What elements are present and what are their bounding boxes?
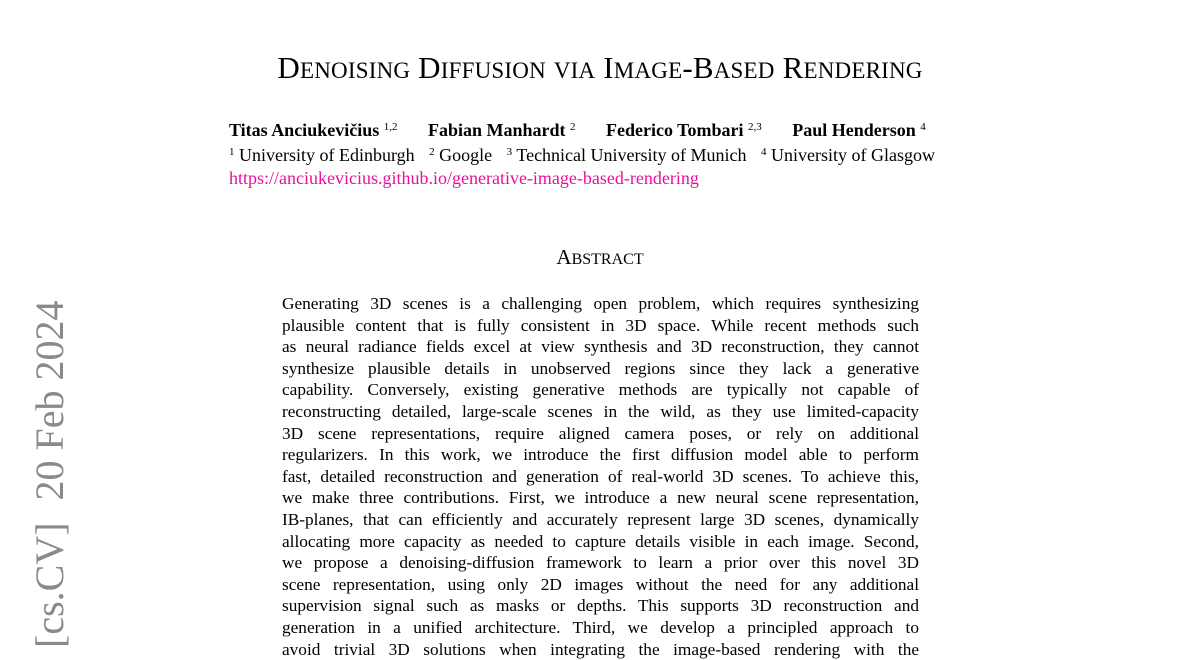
paper-title: DENOISING DIFFUSION VIA IMAGE-BASED RENDERING [0,50,1200,86]
author: Federico Tombari $^{2,3}$ [606,120,762,141]
abstract-line: regularizers. In this work, we introduce the first diffusion model able to perform [282,444,919,466]
abstract-line: reconstructing detailed, large-scale scenes in the wild, as they use limited-capacity [282,401,919,423]
abstract-line: as neural radiance fields excel at view synthesis and 3D reconstruction, they cannot [282,336,919,358]
affiliation-list [229,145,945,166]
arxiv-category: [cs.CV] [27,522,72,648]
abstract-line: IB-planes, that can efficiently and accurately represent large 3D scenes, dynamically [282,509,919,531]
arxiv-stamp [30,300,70,648]
affiliation: $^1$ University of Edinburgh [229,145,415,166]
abstract-line: allocating more capacity as needed to capture details visible in each image. Second, [282,531,919,553]
abstract-line: fast, detailed reconstruction and generation of real-world 3D scenes. To achieve this, [282,466,919,488]
abstract-heading: ABSTRACT [0,245,1200,270]
abstract-line: generation in a unified architecture. Third, we develop a principled approach to [282,617,919,639]
affiliation: $^3$ Technical University of Munich [507,145,747,166]
abstract-line: avoid trivial 3D solutions when integrating the image-based rendering with the [282,639,919,660]
abstract-line: we make three contributions. First, we introduce a new neural scene representation, [282,487,919,509]
abstract-line: supervision signal such as masks or depths. This supports 3D reconstruction and [282,595,919,617]
project-url-link[interactable]: https://anciukevicius.github.io/generative-image-based-rendering [229,168,699,189]
arxiv-date: 20 Feb 2024 [27,300,72,500]
abstract-line: plausible content that is fully consistent in 3D space. While recent methods such [282,315,919,337]
affiliation: $^2$ Google [429,145,492,166]
abstract-line: 3D scene representations, require aligned camera poses, or rely on additional [282,423,919,445]
author: Paul Henderson $^4$ [792,120,926,141]
author-list [229,120,952,141]
abstract-line: synthesize plausible details in unobserved regions since they lack a generative [282,358,919,380]
abstract-line: scene representation, using only 2D images without the need for any additional [282,574,919,596]
abstract-body [282,293,919,660]
author: Fabian Manhardt $^2$ [428,120,576,141]
abstract-line: we propose a denoising-diffusion framework to learn a prior over this novel 3D [282,552,919,574]
abstract-line: capability. Conversely, existing generative methods are typically not capable of [282,379,919,401]
affiliation: $^4$ University of Glasgow [761,145,935,166]
author: Titas Anciukevičius $^{1,2}$ [229,120,397,141]
abstract-line: Generating 3D scenes is a challenging open problem, which requires synthesizing [282,293,919,315]
